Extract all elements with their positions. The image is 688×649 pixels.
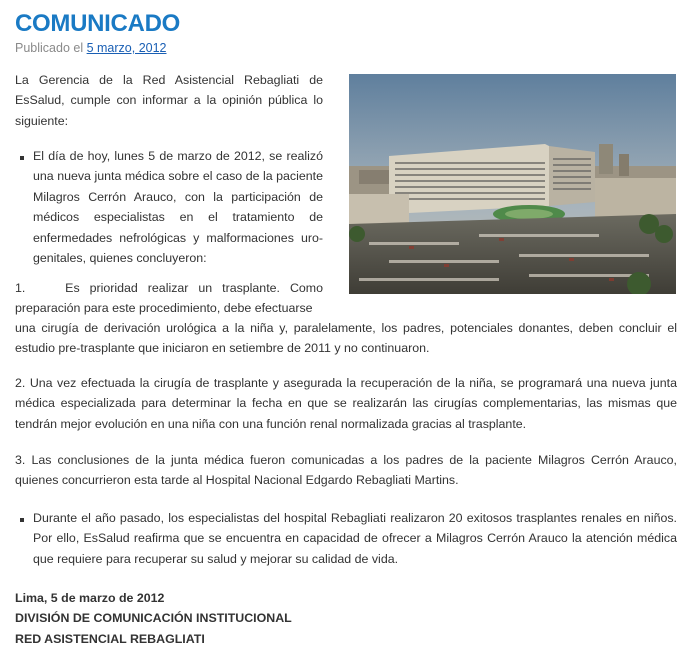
hospital-photo — [349, 74, 676, 294]
bullet-marker — [20, 156, 24, 160]
point-1-continued: una cirugía de derivación urológica a la niña y, paralelamente, los padres, potenciales donantes, deben concluir el estudio pre-trasplante que iniciaron en setiembre de 2011 y no continuaron. — [15, 321, 677, 356]
bullet-marker — [20, 518, 24, 522]
published-date-link[interactable]: 5 marzo, 2012 — [86, 41, 167, 55]
point-3: 3. Las conclusiones de la junta médica fueron comunicadas a los padres de la paciente Milagros Cerrón Arauco, quienes concurrieron esta tarde al Hospital Nacional Edgardo Rebagliati Martins. — [15, 453, 677, 488]
bullet-item-2: Durante el año pasado, los especialistas del hospital Rebagliati realizaron 20 exitosos trasplantes renales en niños. Por ello, EsSalud reafirma que se encuentra en capacidad de ofrecer a Milagros Cerrón Arauco la atención médica que requiere para recuperar su salud y mejorar su calidad de vida. — [33, 511, 677, 566]
signature-date: Lima, 5 de marzo de 2012 — [15, 591, 165, 605]
signature-division: DIVISIÓN DE COMUNICACIÓN INSTITUCIONAL — [15, 611, 292, 626]
intro-paragraph: La Gerencia de la Red Asistencial Rebagliati de EsSalud, cumple con informar a la opinión pública lo siguiente: — [15, 73, 323, 128]
signature-network: RED ASISTENCIAL REBAGLIATI — [15, 631, 205, 646]
point-1-start: 1. Es prioridad realizar un trasplante. Como preparación para este procedimiento, debe efectuarse — [15, 281, 323, 316]
page-title: COMUNICADO — [15, 10, 180, 37]
bullet-item-1: El día de hoy, lunes 5 de marzo de 2012, se realizó una nueva junta médica sobre el caso de la paciente Milagros Cerrón Arauco, con la participación de médicos especialistas en el tratamiento de enfermedades nefrológicas y malformaciones uro-genitales, quienes concluyeron: — [33, 149, 323, 266]
post-meta — [15, 41, 167, 55]
point-2: 2. Una vez efectuada la cirugía de trasplante y asegurada la recuperación de la niña, se programará una nueva junta médica especializada para determinar la fecha en que se realizarán las cirugías complementarias, las mismas que tendrán mejor evolución en una niña con una función renal normalizada gracias al trasplante. — [15, 376, 677, 431]
published-prefix: Publicado el — [15, 41, 84, 55]
